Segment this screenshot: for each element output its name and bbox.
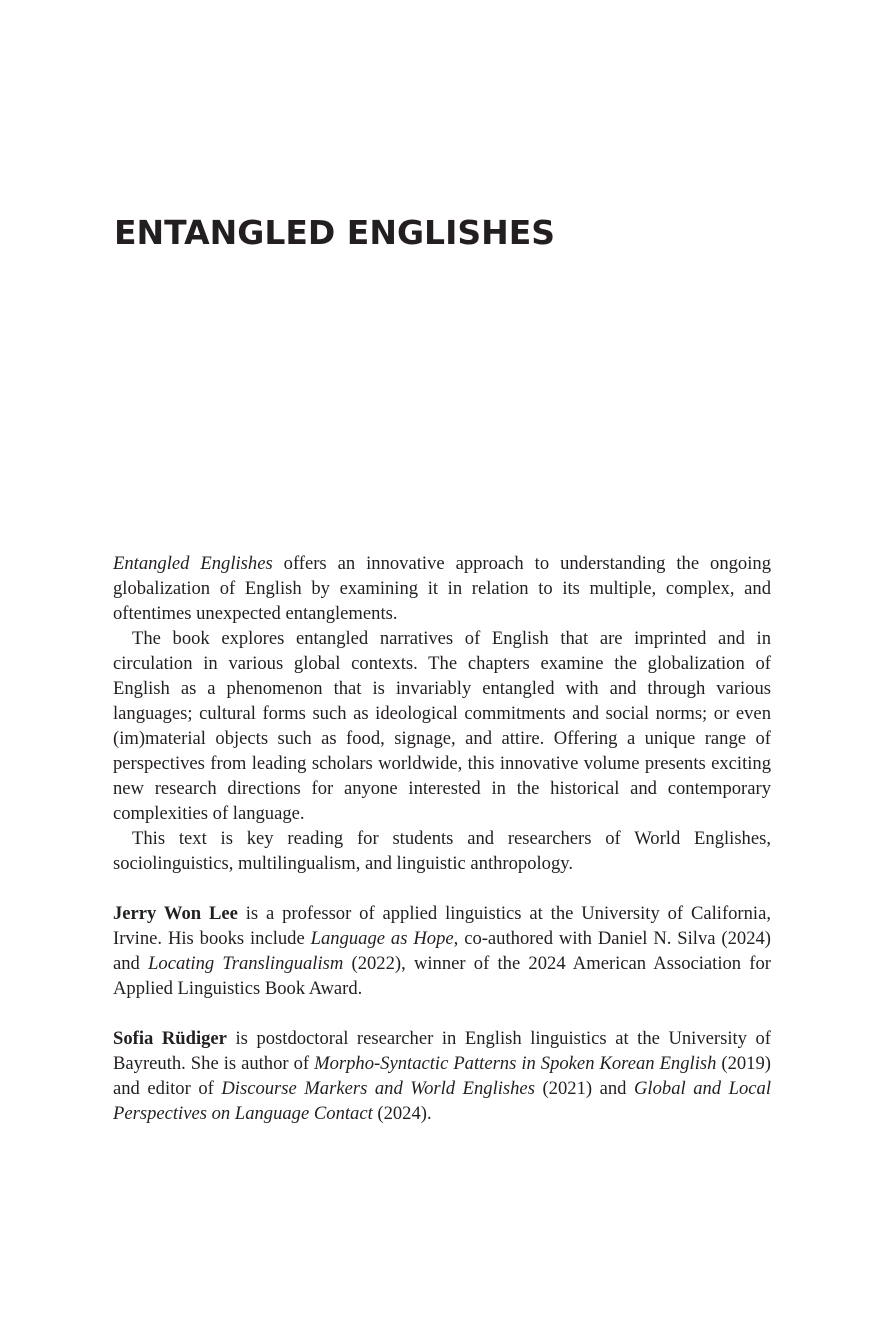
author-bio-paragraph [113,1026,771,1126]
bio-text: (2021) and [534,1078,634,1099]
author-name: Jerry Won Lee [113,903,238,924]
author-bio-paragraph [113,901,771,1001]
book-reference: Morpho-Syntactic Patterns in Spoken Korean English [314,1053,717,1074]
description-paragraph-1 [113,551,771,626]
bio-text: is postdoctoral researcher in English linguistics at the University of Bayreuth. She is author of [113,1028,771,1074]
book-reference: Discourse Markers and World Englishes [221,1078,535,1099]
bio-text: , co-authored with Daniel N. Silva (2024) and [113,928,771,974]
author-bio-1 [113,901,771,1001]
book-reference: Global and Local Perspectives on Language Contact [113,1078,771,1124]
book-reference: Language as Hope [310,928,454,949]
description-paragraph-1-text: offers an innovative approach to understanding the ongoing globalization of English by examining it in relation to its multiple, complex, and oftentimes unexpected entanglements. [113,553,771,624]
bio-text: (2019) and editor of [113,1053,771,1099]
book-description [113,551,771,876]
author-name: Sofia Rüdiger [113,1028,227,1049]
book-reference: Locating Translingualism [148,953,344,974]
description-paragraph-2: The book explores entangled narratives of English that are imprinted and in circulation in various global contexts. The chapters examine the globalization of English as a phenomenon that is invariably entangled with and through various languages; cultural forms such as ideological commitments and social norms; or even (im)material objects such as food, signage, and attire. Offering a unique range of perspectives from leading scholars worldwide, this innovative volume presents exciting new research directions for anyone interested in the historical and contemporary complexities of language. [113,628,771,824]
author-bio-2 [113,1026,771,1126]
book-title-italic: Entangled Englishes [113,553,273,574]
bio-text: (2022), winner of the 2024 American Association for Applied Linguistics Book Award. [113,953,771,999]
bio-text: is a professor of applied linguistics at the University of California, Irvine. His books include [113,903,771,949]
book-title: ENTANGLED ENGLISHES [114,213,556,252]
bio-text: (2024). [372,1103,432,1124]
description-paragraph-3: This text is key reading for students and researchers of World Englishes, sociolinguistics, multilingualism, and linguistic anthropology. [113,828,771,874]
